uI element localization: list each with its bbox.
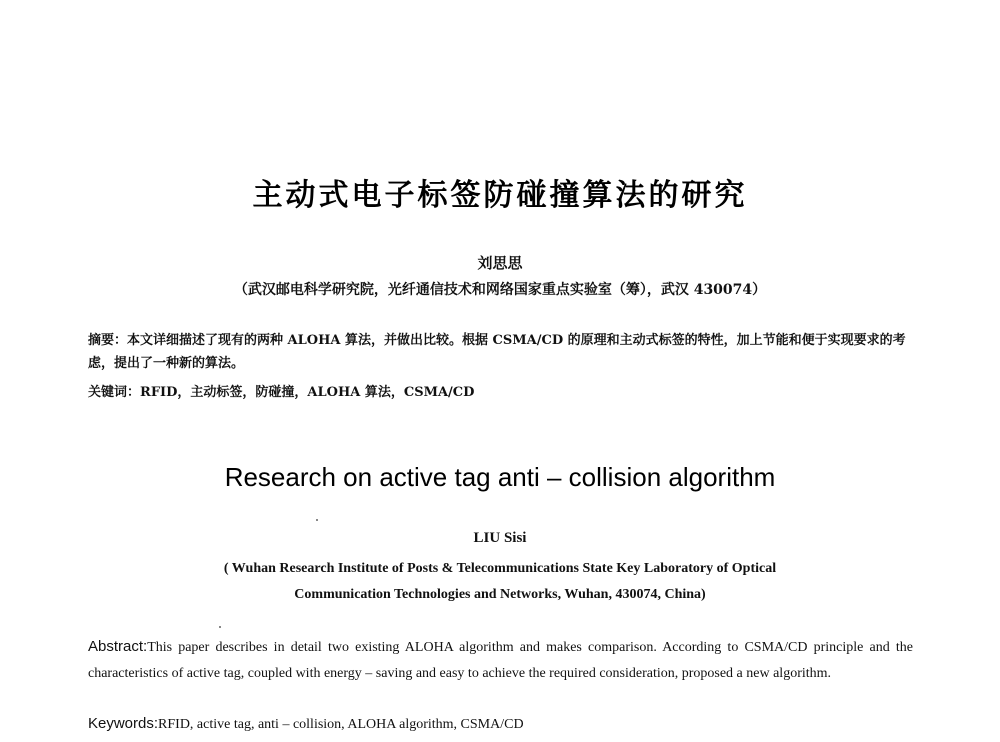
chinese-keywords-label: 关键词： <box>88 385 141 400</box>
scan-speck <box>219 626 221 628</box>
english-abstract-label: Abstract: <box>88 638 148 655</box>
english-abstract <box>88 634 913 687</box>
chinese-abstract-text: 本文详细描述了现有的两种 ALOHA 算法，并做出比较。根据 CSMA/CD 的原理和主动式标签的特性，加上节能和便于实现要求的考虑，提出了一种新的算法。 <box>88 333 906 371</box>
chinese-author: 刘思思 <box>477 254 523 272</box>
chinese-abstract <box>88 329 913 375</box>
english-keywords <box>88 711 913 738</box>
scan-speck <box>316 519 318 521</box>
chinese-keywords-text: RFID，主动标签，防碰撞，ALOHA 算法，CSMA/CD <box>140 385 475 400</box>
chinese-affiliation: （武汉邮电科学研究院，光纤通信技术和网络国家重点实验室（筹），武汉 430074） <box>233 282 767 298</box>
chinese-keywords <box>88 381 913 404</box>
english-keywords-text: RFID, active tag, anti – collision, ALOHA algorithm, CSMA/CD <box>158 717 524 732</box>
english-author: LIU Sisi <box>473 530 527 546</box>
english-keywords-label: Keywords: <box>88 715 159 732</box>
english-affiliation-line-1: ( Wuhan Research Institute of Posts & Telecommunications State Key Laboratory of Optical <box>223 561 777 576</box>
english-affiliation-line-2: Communication Technologies and Networks, Wuhan, 430074, China) <box>294 587 706 602</box>
chinese-title: 主动式电子标签防碰撞算法的研究 <box>252 178 748 213</box>
english-affiliation <box>0 556 1000 608</box>
english-title: Research on active tag anti – collision algorithm <box>224 462 776 492</box>
chinese-abstract-label: 摘要： <box>88 333 128 348</box>
english-abstract-text: This paper describes in detail two existing ALOHA algorithm and makes comparison. According to CSMA/CD principle and the characteristics of active tag, coupled with energy – saving and easy to achieve the required consideration, proposed a new algorithm. <box>88 640 913 681</box>
